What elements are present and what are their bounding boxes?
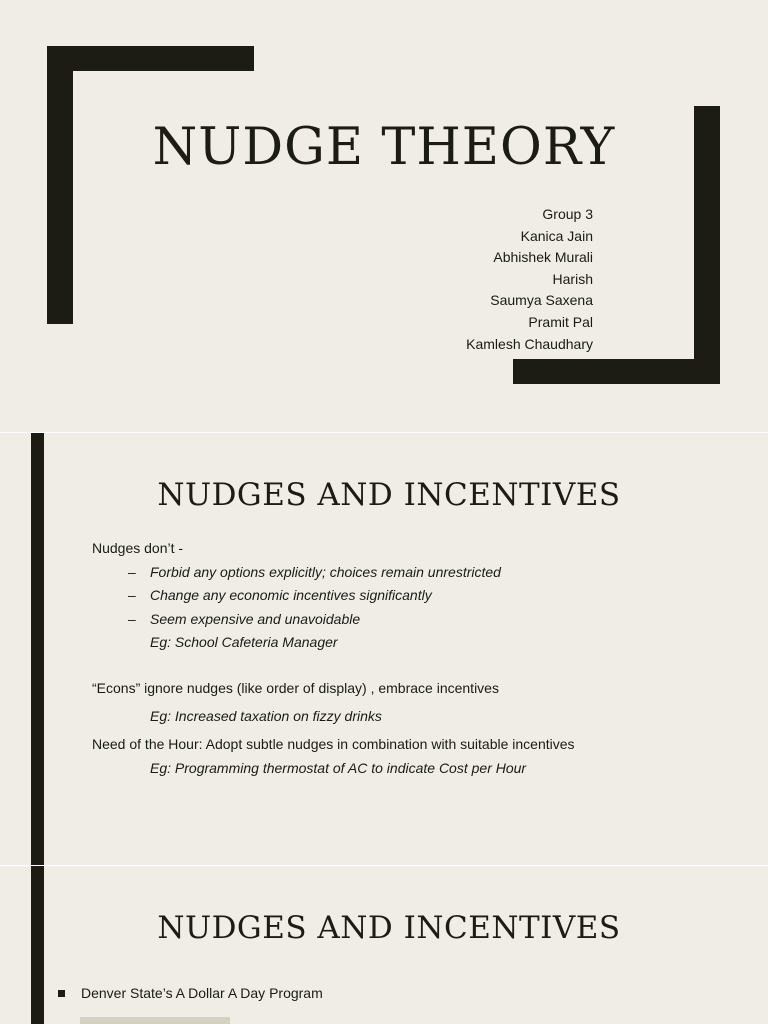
slide-title — [0, 0, 768, 432]
slide-nudges-incentives-1 — [0, 433, 768, 865]
bullet-text: Denver State’s A Dollar A Day Program — [81, 985, 323, 1001]
presentation-title: NUDGE THEORY — [152, 118, 616, 177]
credit-line: Abhishek Murali — [493, 249, 593, 266]
slide-heading: NUDGES AND INCENTIVES — [157, 910, 621, 946]
example-text: Eg: School Cafeteria Manager — [150, 634, 338, 650]
credit-line: Pramit Pal — [528, 313, 593, 330]
credit-line: Kanica Jain — [520, 227, 593, 244]
slide-nudges-incentives-2 — [0, 866, 768, 1024]
dash-item: Change any economic incentives significantly — [150, 587, 432, 603]
credit-line: Group 3 — [542, 206, 593, 222]
frame-top-left-horizontal — [47, 46, 254, 71]
credit-line: Harish — [552, 270, 593, 287]
credit-line: Saumya Saxena — [490, 292, 593, 309]
intro-text: Nudges don’t - — [92, 540, 184, 556]
embedded-image — [80, 1017, 230, 1024]
dash-marker: – — [128, 611, 136, 627]
example-text: Eg: Programming thermostat of AC to indicate Cost per Hour — [150, 760, 527, 776]
dash-item: Forbid any options explicitly; choices remain unrestricted — [150, 564, 501, 580]
credits-list — [466, 204, 593, 355]
slide-heading: NUDGES AND INCENTIVES — [157, 477, 621, 513]
econs-text: “Econs” ignore nudges (like order of display) , embrace incentives — [92, 680, 499, 696]
example-text: Eg: Increased taxation on fizzy drinks — [150, 708, 382, 724]
dash-item: Seem expensive and unavoidable — [150, 611, 361, 627]
need-text: Need of the Hour: Adopt subtle nudges in combination with suitable incentives — [92, 736, 575, 752]
frame-bottom-right-horizontal — [513, 359, 720, 384]
dash-marker: – — [128, 587, 136, 603]
square-bullet-icon — [58, 990, 65, 997]
frame-top-left-vertical — [47, 46, 73, 324]
dash-marker: – — [128, 564, 136, 580]
credit-line: Kamlesh Chaudhary — [466, 335, 593, 352]
